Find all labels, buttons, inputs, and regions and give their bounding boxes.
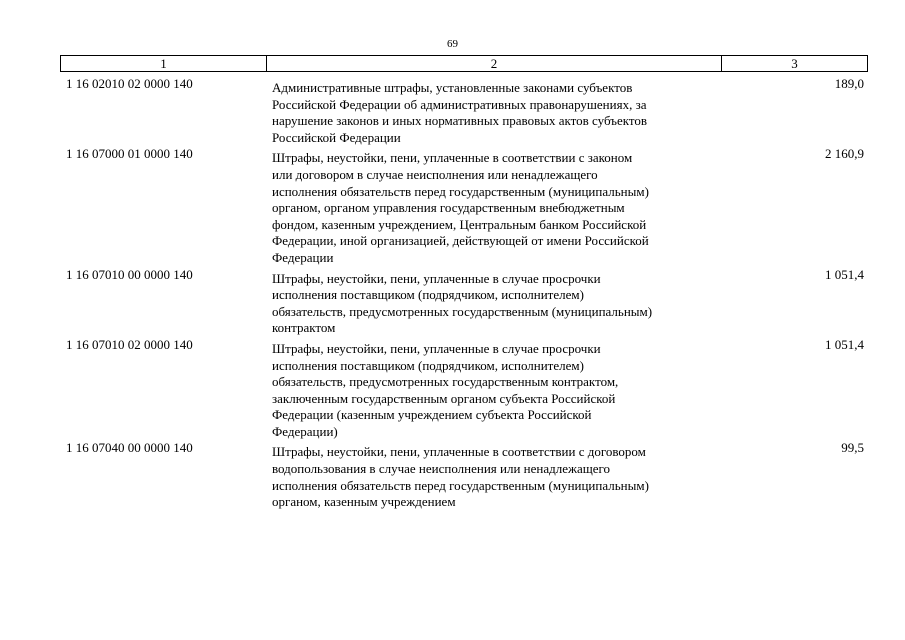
budget-code: 1 16 07040 00 0000 140 xyxy=(66,440,193,456)
description-line: исполнения обязательств перед государственным (муниципальным) xyxy=(272,477,649,493)
description-line: контрактом xyxy=(272,320,336,336)
description-line: исполнения поставщиком (подрядчиком, исполнителем) xyxy=(272,287,584,303)
description-line: Административные штрафы, установленные законами субъектов xyxy=(272,80,633,95)
description-line: Федерации) xyxy=(272,423,338,439)
row-description xyxy=(266,267,721,337)
row-description xyxy=(266,76,721,146)
description-line: Федерации (казенным учреждением субъекта Российской xyxy=(272,407,592,423)
description-line: Российской Федерации об административных правонарушениях, за xyxy=(272,96,647,112)
description-line: Штрафы, неустойки, пени, уплаченные в соответствии с законом xyxy=(272,150,633,166)
description-line: заключенным государственным органом субъекта Российской xyxy=(272,390,616,406)
row-description xyxy=(266,337,721,441)
description-line: исполнения поставщиком (подрядчиком, исполнителем) xyxy=(272,357,584,373)
amount-value: 1 051,4 xyxy=(825,336,864,352)
description-line: исполнения обязательств перед государственным (муниципальным) xyxy=(272,183,649,199)
budget-code: 1 16 02010 02 0000 140 xyxy=(66,76,193,91)
table-header xyxy=(60,55,868,72)
amount-value: 2 160,9 xyxy=(825,146,864,162)
budget-code: 1 16 07010 00 0000 140 xyxy=(66,266,193,282)
page-number: 69 xyxy=(447,38,458,50)
amount-value: 99,5 xyxy=(841,440,864,456)
description-line: Федерации, иной организацией, действующей от имени Российской xyxy=(272,233,649,249)
description-line: фондом, казенным учреждением, Центральным банком Российской xyxy=(272,216,647,232)
description-line: водопользования в случае неисполнения или ненадлежащего xyxy=(272,461,611,477)
column-header-3: 3 xyxy=(791,56,798,71)
table-body xyxy=(60,76,868,511)
description-line: Федерации xyxy=(272,249,334,265)
amount-value: 189,0 xyxy=(834,76,864,91)
column-header-2: 2 xyxy=(267,56,722,71)
description-line: Штрафы, неустойки, пени, уплаченные в случае просрочки xyxy=(272,270,601,286)
description-line: Российской Федерации xyxy=(272,129,401,145)
description-line: или договором в случае неисполнения или ненадлежащего xyxy=(272,166,598,182)
table-row xyxy=(60,267,868,337)
description-line: Штрафы, неустойки, пени, уплаченные в соответствии с договором xyxy=(272,444,646,460)
description-line: обязательств, предусмотренных государственным (муниципальным) xyxy=(272,303,653,319)
budget-code: 1 16 07010 02 0000 140 xyxy=(66,336,193,352)
description-line: Штрафы, неустойки, пени, уплаченные в случае просрочки xyxy=(272,340,601,356)
description-line: нарушение законов и иных нормативных правовых актов субъектов xyxy=(272,113,648,129)
table-row xyxy=(60,337,868,441)
description-line: органом, казенным учреждением xyxy=(272,494,456,510)
budget-code: 1 16 07000 01 0000 140 xyxy=(66,146,193,162)
table-row xyxy=(60,76,868,146)
table-row xyxy=(60,440,868,510)
row-description xyxy=(266,440,721,510)
description-line: обязательств, предусмотренных государственным контрактом, xyxy=(272,374,619,390)
amount-value: 1 051,4 xyxy=(825,266,864,282)
description-line: органом, органом управления государственным внебюджетным xyxy=(272,200,625,216)
row-description xyxy=(266,146,721,266)
table-row xyxy=(60,146,868,266)
column-header-1: 1 xyxy=(61,56,267,71)
